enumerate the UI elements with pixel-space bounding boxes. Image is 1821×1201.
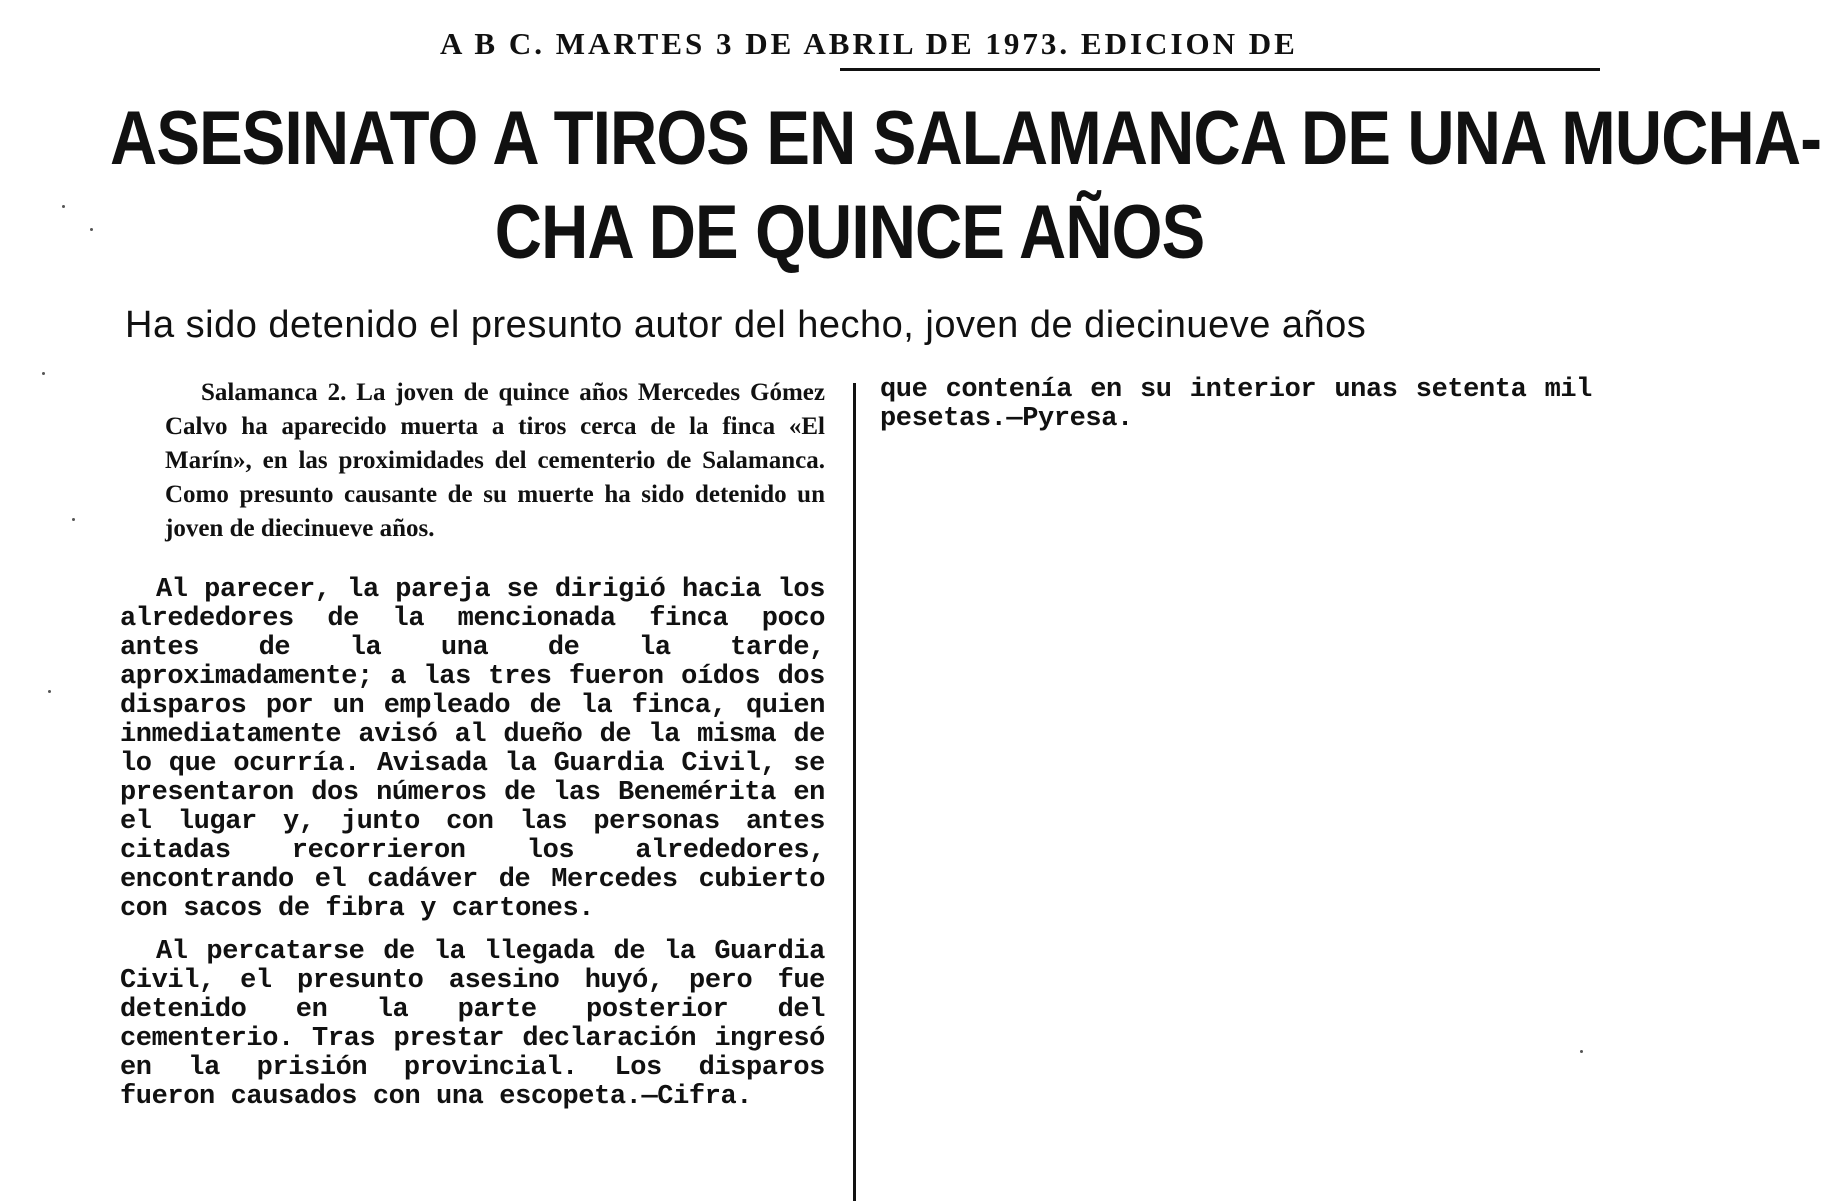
body-paragraph-1-text: Al parecer, la pareja se dirigió hacia los alrededores de la mencionada finca poco antes de la una de la tarde, aproximadamente; a las tres fueron oídos dos disparos por un empleado de la finca, quien inmediatamente avisó al dueño de la misma de lo que ocurría. Avisada la Guardia Civil, se presentaron dos números de las Benemérita en el lugar y, junto con las personas antes citadas recorrieron los alrededores, encontrando el cadáver de Mercedes cubierto con sacos de fibra y cartones. xyxy=(120,575,825,924)
headline-line-2: CHA DE QUINCE AÑOS xyxy=(494,190,1205,275)
lead-text: Salamanca 2. La joven de quince años Mercedes Gómez Calvo ha aparecido muerta a tiros cerca de la finca «El Marín», en las proximidades del cementerio de Salamanca. Como presunto causante de su muerte ha sido detenido un joven de diecinueve años. xyxy=(165,379,825,542)
print-speck xyxy=(62,205,65,208)
continuation-paragraph: que contenía en su interior unas setenta mil pesetas.—Pyresa. xyxy=(880,375,1592,434)
print-speck xyxy=(72,518,75,521)
newspaper-masthead: A B C. MARTES 3 DE ABRIL DE 1973. EDICION DE xyxy=(440,26,1298,61)
subheadline: Ha sido detenido el presunto autor del hecho, joven de diecinueve años xyxy=(125,304,1367,346)
print-speck xyxy=(90,228,93,231)
column-divider xyxy=(853,383,856,1201)
masthead-rule xyxy=(840,68,1600,71)
print-speck xyxy=(48,690,51,693)
print-speck xyxy=(42,372,45,375)
body-paragraph-2-text: Al percatarse de la llegada de la Guardia Civil, el presunto asesino huyó, pero fue detenido en la parte posterior del cementerio. Tras prestar declaración ingresó en la prisión provincial. Los disparos fueron causados con una escopeta.—Cifra. xyxy=(120,937,825,1112)
lead-paragraph xyxy=(165,376,825,546)
right-column xyxy=(880,376,1592,434)
left-column xyxy=(120,376,825,1112)
headline-line-1: ASESINATO A TIROS EN SALAMANCA DE UNA MUCHA- xyxy=(110,96,1821,181)
body-paragraph-2 xyxy=(120,938,825,1112)
body-paragraph-1 xyxy=(120,576,825,924)
print-speck xyxy=(1580,1050,1583,1053)
headline xyxy=(110,92,1821,280)
